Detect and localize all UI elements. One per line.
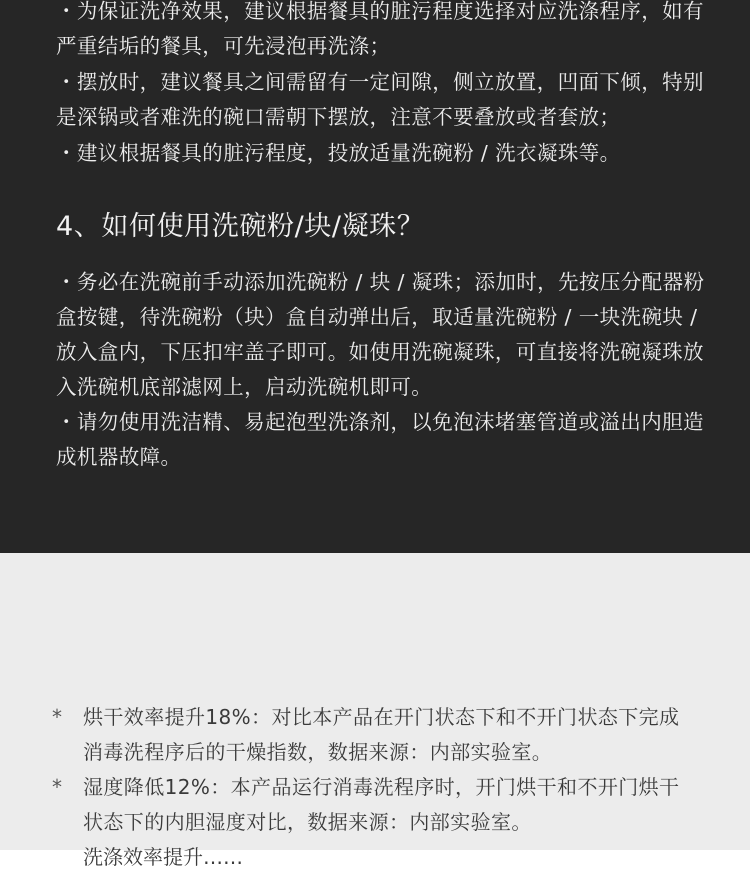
tip-wash-program: ・为保证洗净效果，建议根据餐具的脏污程度选择对应洗涤程序，如有严重结垢的餐具，可先浸泡再洗涤； [56, 0, 704, 58]
footnotes-panel [0, 553, 750, 869]
tip-detergent-amount: ・建议根据餐具的脏污程度，投放适量洗碗粉 / 洗衣凝珠等。 [56, 141, 621, 165]
footnote-drying-efficiency [52, 700, 712, 770]
footnote-text: 烘干效率提升18%：对比本产品在开门状态下和不开门状态下完成消毒洗程序后的干燥指数，数据来源：内部实验室。 [83, 705, 680, 764]
tip-avoid-foaming-detergent: ・请勿使用洗洁精、易起泡型洗涤剂，以免泡沫堵塞管道或溢出内胆造成机器故障。 [56, 410, 704, 469]
footnote-partial-cut-off [83, 845, 683, 869]
tip-placement: ・摆放时，建议餐具之间需留有一定间隙，侧立放置，凹面下倾，特别是深锅或者难洗的碗口需朝下摆放，注意不要叠放或者套放； [56, 70, 704, 129]
footnote-marker: * [52, 705, 63, 729]
footnote-text: 湿度降低12%：本产品运行消毒洗程序时，开门烘干和不开门烘干状态下的内胆湿度对比，数据来源：内部实验室。 [83, 775, 680, 834]
section-heading-detergent-usage: 4、如何使用洗碗粉/块/凝珠？ [56, 211, 425, 242]
tip-add-detergent: ・务必在洗碗前手动添加洗碗粉 / 块 / 凝珠；添加时，先按压分配器粉盒按键，待洗碗粉（块）盒自动弹出后，取适量洗碗粉 / 一块洗碗块 / 放入盒内，下压扣牢盖子即可。如使用洗碗凝珠，可直接将洗碗凝珠放入洗碗机底部滤网上，启动洗碗机即可。 [56, 270, 705, 399]
footnote-marker: * [52, 775, 63, 799]
footnote-humidity [52, 770, 712, 840]
footnote-partial-text: 洗涤效率提升…… [83, 845, 243, 869]
